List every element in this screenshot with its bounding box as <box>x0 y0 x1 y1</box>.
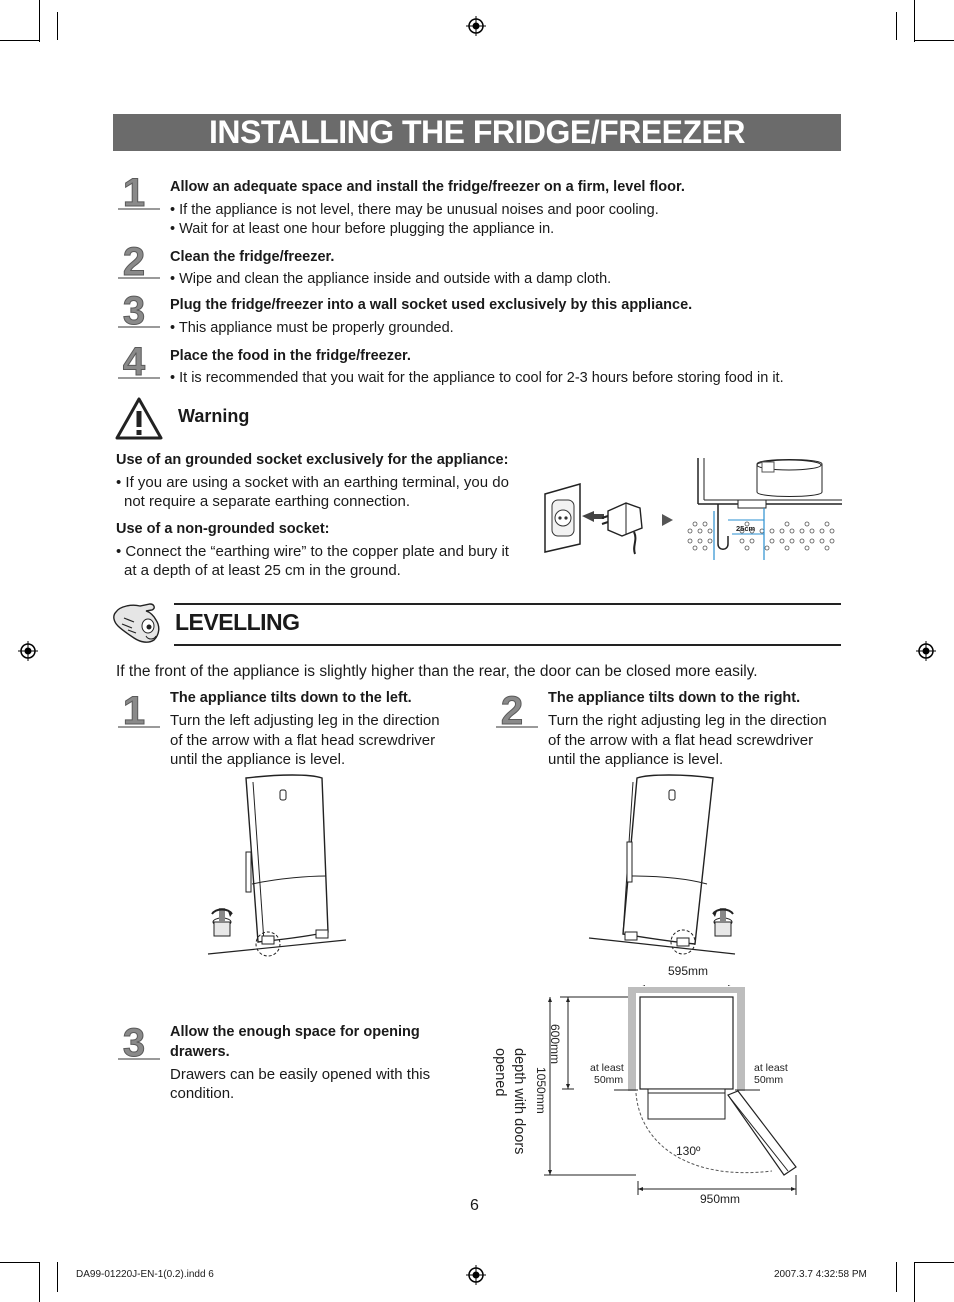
svg-text:4: 4 <box>122 341 146 381</box>
level-left-text: until the appliance is level. <box>170 751 346 768</box>
step-number-badge <box>114 1022 160 1062</box>
crop-mark <box>914 1262 954 1263</box>
step-2-line: • Wipe and clean the appliance inside and outside with a damp cloth. <box>170 271 612 287</box>
dim-depth-open-label: depth with doors <box>511 1048 527 1155</box>
dim-side-left: 50mm <box>594 1074 624 1086</box>
step-number-badge <box>114 341 160 381</box>
page-number: 6 <box>470 1197 479 1214</box>
level-right-text: of the arrow with a flat head screwdriver <box>548 732 814 749</box>
step-number-badge <box>114 690 160 730</box>
footer-file: DA99-01220J-EN-1(0.2).indd 6 <box>76 1269 214 1280</box>
space-heading: drawers. <box>170 1044 230 1060</box>
levelling-title: LEVELLING <box>175 609 300 635</box>
registration-mark-icon <box>466 16 486 36</box>
fridge-tilt-left-illustration <box>200 772 350 962</box>
svg-text:2: 2 <box>500 690 524 730</box>
clearance-diagram <box>540 985 805 1195</box>
svg-text:3: 3 <box>122 1022 146 1062</box>
svg-text:1: 1 <box>122 172 146 212</box>
svg-text:1: 1 <box>122 690 146 730</box>
grounded-text: not require a separate earthing connection. <box>124 493 411 510</box>
crop-mark <box>0 40 40 41</box>
space-text: Drawers can be easily opened with this <box>170 1066 431 1083</box>
crop-mark <box>0 1262 40 1263</box>
warning-triangle-icon <box>114 396 164 442</box>
step-1-line: • If the appliance is not level, there may be unusual noises and poor cooling. <box>170 202 659 218</box>
levelling-intro: If the front of the appliance is slightly higher than the rear, the door can be closed more easily. <box>116 663 758 680</box>
registration-mark-icon <box>466 1265 486 1285</box>
space-heading: Allow the enough space for opening <box>170 1024 420 1040</box>
hand-pointing-icon <box>110 600 166 646</box>
dim-side-left: at least <box>590 1062 624 1074</box>
space-text: condition. <box>170 1085 235 1102</box>
step-number-badge <box>114 290 160 330</box>
level-left-heading: The appliance tilts down to the left. <box>170 690 412 706</box>
crop-mark <box>914 0 915 42</box>
step-4-heading: Place the food in the fridge/freezer. <box>170 348 411 364</box>
level-right-text: Turn the right adjusting leg in the direction <box>548 712 827 729</box>
page-title: INSTALLING THE FRIDGE/FREEZER <box>208 114 745 150</box>
warning-title: Warning <box>178 406 250 426</box>
step-number-badge <box>114 241 160 281</box>
registration-mark-icon <box>18 641 38 661</box>
grounded-text: • If you are using a socket with an earthing terminal, you do <box>116 474 509 491</box>
crop-mark <box>57 12 58 40</box>
divider <box>174 644 841 646</box>
footer-date: 2007.3.7 4:32:58 PM <box>774 1269 867 1280</box>
dim-depth: 600mm <box>548 1024 562 1065</box>
svg-text:25cm: 25cm <box>736 524 756 533</box>
step-2-heading: Clean the fridge/freezer. <box>170 249 335 265</box>
dim-total-width: 950mm <box>700 1192 741 1206</box>
fridge-tilt-right-illustration <box>585 772 745 962</box>
dim-width: 595mm <box>668 964 709 978</box>
nongrounded-text: • Connect the “earthing wire” to the copper plate and bury it <box>116 543 509 560</box>
socket-earthing-illustration <box>542 456 844 564</box>
dim-side-right: at least <box>754 1062 788 1074</box>
crop-mark <box>39 1262 40 1302</box>
step-number-badge <box>492 690 538 730</box>
crop-mark <box>914 1262 915 1302</box>
step-1-line: • Wait for at least one hour before plugging the appliance in. <box>170 221 555 237</box>
crop-mark <box>914 40 954 41</box>
level-left-text: Turn the left adjusting leg in the direction <box>170 712 440 729</box>
svg-text:3: 3 <box>122 290 146 330</box>
step-4-line: • It is recommended that you wait for the appliance to cool for 2-3 hours before storing food in it. <box>170 370 784 386</box>
crop-mark <box>896 12 897 40</box>
divider <box>174 603 841 605</box>
step-3-line: • This appliance must be properly grounded. <box>170 320 454 336</box>
step-number-badge <box>114 172 160 212</box>
crop-mark <box>39 0 40 42</box>
registration-mark-icon <box>916 641 936 661</box>
svg-text:2: 2 <box>122 241 146 281</box>
nongrounded-text: at a depth of at least 25 cm in the ground. <box>124 562 401 579</box>
level-right-heading: The appliance tilts down to the right. <box>548 690 801 706</box>
dim-angle: 130º <box>676 1144 701 1158</box>
level-right-text: until the appliance is level. <box>548 751 724 768</box>
step-3-heading: Plug the fridge/freezer into a wall socket used exclusively by this appliance. <box>170 297 693 313</box>
crop-mark <box>57 1262 58 1292</box>
dim-depth-open-label: opened <box>492 1048 508 1097</box>
level-left-text: of the arrow with a flat head screwdriver <box>170 732 436 749</box>
nongrounded-heading: Use of a non-grounded socket: <box>116 521 330 537</box>
step-1-heading: Allow an adequate space and install the fridge/freezer on a firm, level floor. <box>170 179 685 195</box>
grounded-heading: Use of an grounded socket exclusively for the appliance: <box>116 452 509 468</box>
dim-depth-open: 1050mm <box>534 1067 548 1114</box>
dim-side-right: 50mm <box>754 1074 784 1086</box>
crop-mark <box>896 1262 897 1292</box>
